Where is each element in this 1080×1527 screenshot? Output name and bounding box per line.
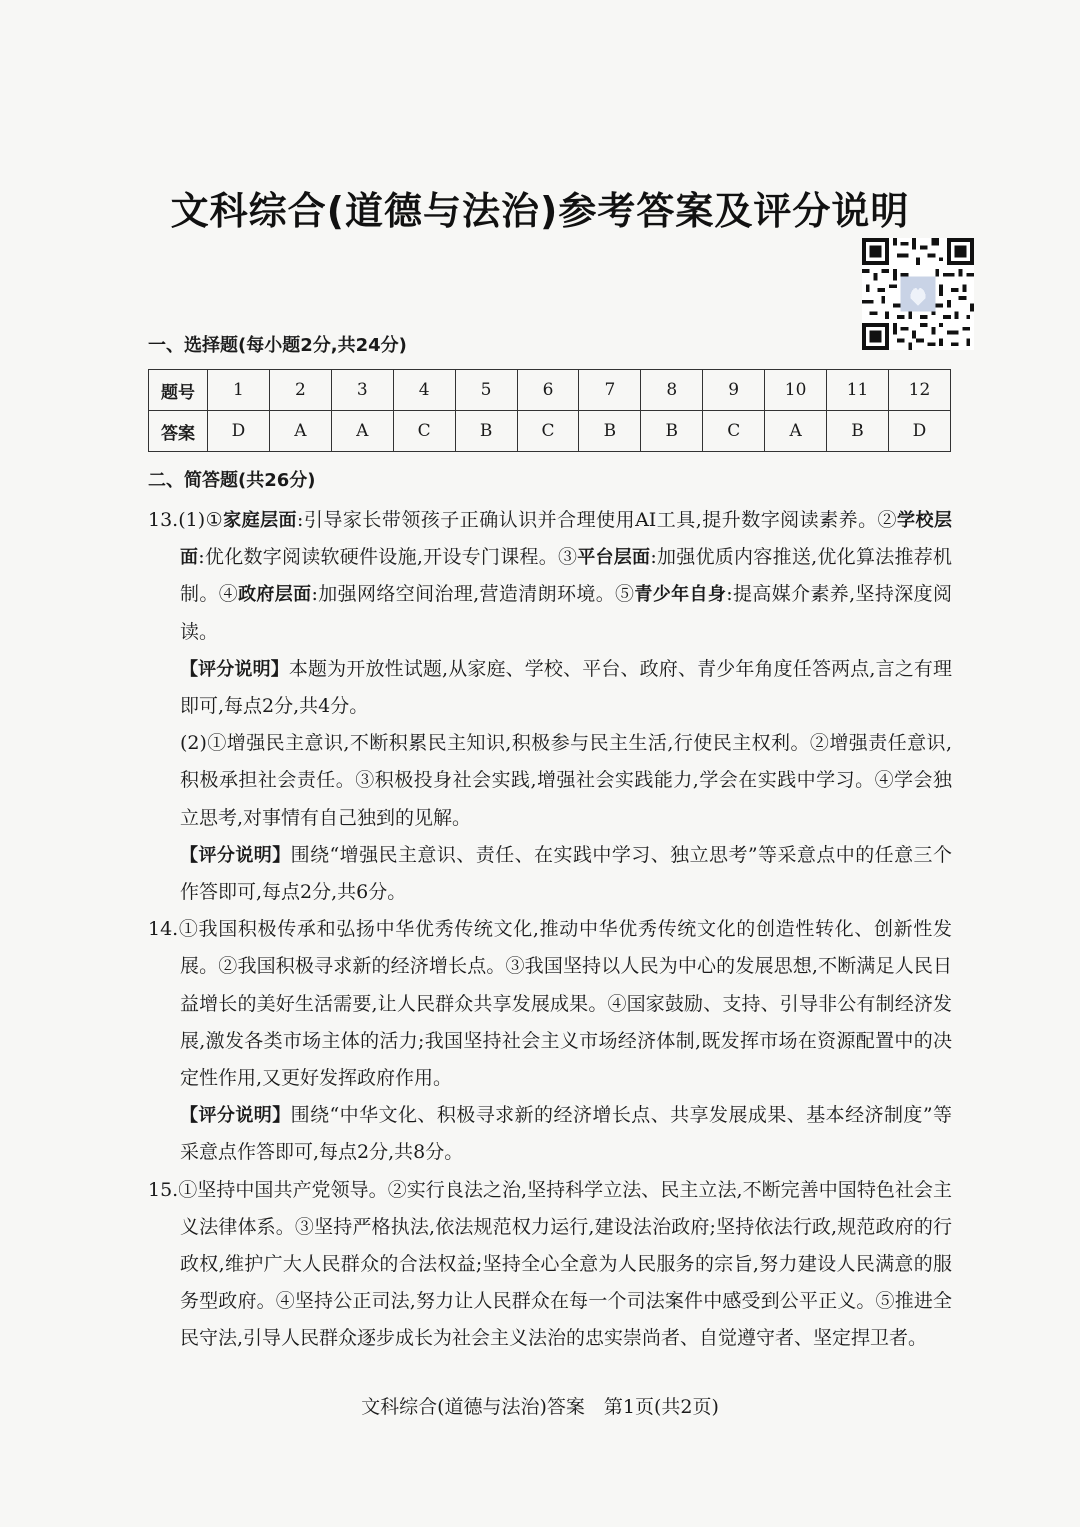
scoring-note: 【评分说明】围绕“中华文化、积极寻求新的经济增长点、共享发展成果、基本经济制度”等采意点作答即可,每点2分,共8分。 bbox=[180, 1104, 952, 1164]
table-cell: B bbox=[827, 411, 889, 452]
q13-part1: 13.(1)①家庭层面:引导家长带领孩子正确认识并合理使用AI工具,提升数字阅读素养。②学校层面:优化数字阅读软硬件设施,开设专门课程。③平台层面:加强优质内容推送,优化算法推荐机制。④政府层面:加强网络空间治理,营造清朗环境。⑤青少年自身:提高媒介素养,坚持深度阅读。 bbox=[148, 509, 953, 643]
answer-body bbox=[148, 502, 952, 1358]
table-cell: 7 bbox=[579, 370, 641, 411]
section-short-answer-title: 二、简答题(共26分) bbox=[148, 470, 316, 491]
row-label-answer: 答案 bbox=[149, 411, 208, 452]
table-cell: D bbox=[208, 411, 270, 452]
page-title: 文科综合(道德与法治)参考答案及评分说明 bbox=[170, 189, 910, 233]
table-row bbox=[149, 411, 951, 452]
section-choice-title: 一、选择题(每小题2分,共24分) bbox=[148, 335, 407, 356]
table-cell: 1 bbox=[208, 370, 270, 411]
q15-answer: 15.①坚持中国共产党领导。②实行良法之治,坚持科学立法、民主立法,不断完善中国特色社会主义法律体系。③坚持严格执法,依法规范权力运行,建设法治政府;坚持依法行政,规范政府的行政权,维护广大人民群众的合法权益;坚持全心全意为人民服务的宗旨,努力建设人民满意的服务型政府。④坚持公正司法,努力让人民群众在每一个司法案件中感受到公平正义。⑤推进全民守法,引导人民群众逐步成长为社会主义法治的忠实崇尚者、自觉遵守者、坚定捍卫者。 bbox=[148, 1178, 952, 1350]
table-cell: 2 bbox=[269, 370, 331, 411]
q14-answer: 14.①我国积极传承和弘扬中华优秀传统文化,推动中华优秀传统文化的创造性转化、创新性发展。②我国积极寻求新的经济增长点。③我国坚持以人民为中心的发展思想,不断满足人民日益增长的美好生活需要,让人民群众共享发展成果。④国家鼓励、支持、引导非公有制经济发展,激发各类市场主体的活力;我国坚持社会主义市场经济体制,既发挥市场在资源配置中的决定性作用,又更好发挥政府作用。 bbox=[148, 918, 952, 1090]
table-cell: 11 bbox=[827, 370, 889, 411]
question-number: 13. bbox=[148, 509, 179, 531]
table-cell: D bbox=[888, 411, 950, 452]
table-cell: 8 bbox=[641, 370, 703, 411]
table-cell: B bbox=[641, 411, 703, 452]
table-cell: 9 bbox=[703, 370, 765, 411]
table-cell: 3 bbox=[331, 370, 393, 411]
scoring-note: 【评分说明】本题为开放性试题,从家庭、学校、平台、政府、青少年角度任答两点,言之有理即可,每点2分,共4分。 bbox=[180, 657, 952, 718]
answer-table bbox=[148, 369, 951, 452]
table-cell: A bbox=[269, 411, 331, 452]
table-cell: C bbox=[703, 411, 765, 452]
table-cell: 5 bbox=[455, 370, 517, 411]
table-cell: 10 bbox=[765, 370, 827, 411]
row-label-number: 题号 bbox=[149, 370, 208, 411]
table-cell: 6 bbox=[517, 370, 579, 411]
table-cell: B bbox=[455, 411, 517, 452]
question-number: 14. bbox=[148, 918, 179, 941]
table-cell: A bbox=[765, 411, 827, 452]
qr-code bbox=[862, 238, 974, 350]
table-cell: 4 bbox=[393, 370, 455, 411]
q13-part2: (2)①增强民主意识,不断积累民主知识,积极参与民主生活,行使民主权利。②增强责任意识,积极承担社会责任。③积极投身社会实践,增强社会实践能力,学会在实践中学习。④学会独立思考,对事情有自己独到的见解。 bbox=[180, 732, 952, 829]
scoring-note: 【评分说明】围绕“增强民主意识、责任、在实践中学习、独立思考”等采意点中的任意三个作答即可,每点2分,共6分。 bbox=[180, 843, 952, 904]
page-footer: 文科综合(道德与法治)答案 第1页(共2页) bbox=[361, 1396, 719, 1418]
table-row bbox=[149, 370, 951, 411]
table-cell: C bbox=[393, 411, 455, 452]
table-cell: A bbox=[331, 411, 393, 452]
table-cell: B bbox=[579, 411, 641, 452]
question-number: 15. bbox=[148, 1178, 179, 1201]
table-cell: 12 bbox=[888, 370, 950, 411]
table-cell: C bbox=[517, 411, 579, 452]
